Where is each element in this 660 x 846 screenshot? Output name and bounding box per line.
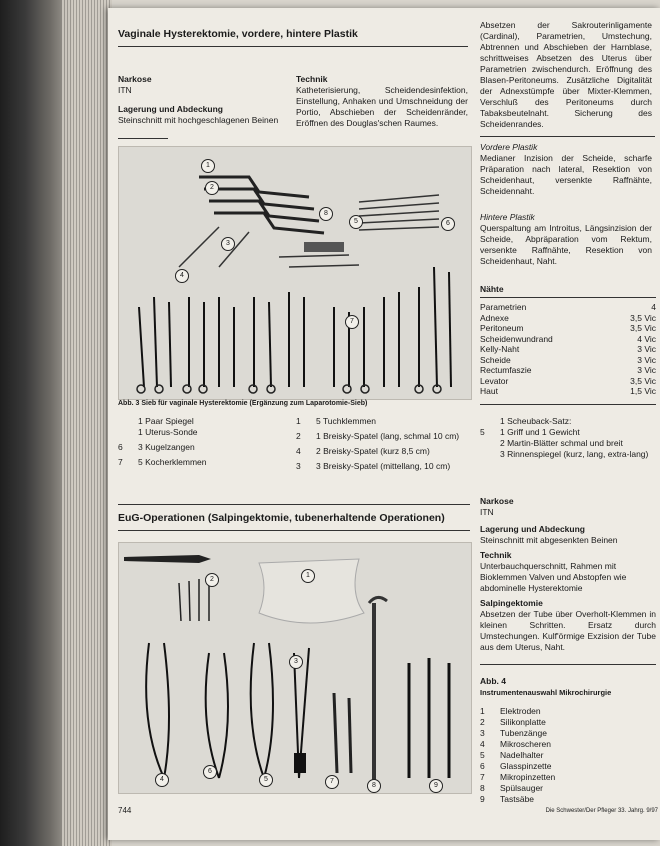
narkose-heading: Narkose <box>118 74 152 84</box>
divider <box>118 46 468 47</box>
figure-caption: Abb. 3 Sieb für vaginale Hysterektomie (Ergänzung zum Laparotomie-Sieb) <box>118 400 368 407</box>
instrument-illustration <box>119 147 471 399</box>
list-item: 3 Tubenzänge <box>480 728 547 738</box>
list-item: 9 Tastsäbe <box>480 794 535 804</box>
photo-label: 1 <box>201 159 215 173</box>
box-list <box>480 706 648 805</box>
vordere-plastik-block <box>480 142 652 197</box>
table-row: Peritoneum 3,5 Vic <box>480 323 656 333</box>
lagerung-heading: Lagerung und Abdeckung <box>118 104 223 114</box>
short-rule <box>118 138 168 139</box>
photo-label: 2 <box>205 573 219 587</box>
lagerung-heading: Lagerung und Abdeckung <box>480 524 585 534</box>
technik-heading: Technik <box>296 74 328 84</box>
photo-label: 7 <box>345 315 359 329</box>
photo-label: 4 <box>175 269 189 283</box>
technik-heading: Technik <box>480 550 512 560</box>
photo-label: 5 <box>349 215 363 229</box>
divider <box>118 530 470 531</box>
list-item: 7 5 Kocherklemmen <box>118 457 207 467</box>
page-number: 744 <box>118 806 132 815</box>
photo-label: 8 <box>319 207 333 221</box>
narkose-text: ITN <box>480 507 494 517</box>
right-column-text: Absetzen der Sakrouterinligamente (Cardinal), Parametrien, Umstechung, Abtrennen und Abschieben der Harnblase, schrittweises Absetzen des Uterus über Parametrien zwischendurch. Eröffnung des Blasen-Peritoneums. Zusätzliche Digitalität der Adnexstümpfe über Mixter-Klemmen, Verschluß des Peritoneums durch Tabaksbeutelnaht. Sicherung des Scheidenrandes. <box>480 20 652 129</box>
box-title: Abb. 4 <box>480 676 506 686</box>
page-edges <box>62 0 112 846</box>
box-subtitle: Instrumentenauswahl Mikrochirurgie <box>480 688 612 697</box>
photo-label: 1 <box>301 569 315 583</box>
list-item: 3 3 Breisky-Spatel (mittellang, 10 cm) <box>296 461 451 471</box>
technik-block <box>296 74 468 129</box>
photo-label: 8 <box>367 779 381 793</box>
list-item: 6 Glasspinzette <box>480 761 552 771</box>
table-row: Kelly-Naht 3 Vic <box>480 344 656 354</box>
list-item: 1 5 Tuchklemmen <box>296 416 376 426</box>
list-item: 1 Uterus-Sonde <box>138 427 198 437</box>
photo-label: 7 <box>325 775 339 789</box>
table-row: Parametrien 4 <box>480 302 656 312</box>
photo-label: 6 <box>203 765 217 779</box>
instrument-list-middle <box>296 416 471 472</box>
table-row: Rectumfaszie 3 Vic <box>480 365 656 375</box>
photo-label: 3 <box>221 237 235 251</box>
salpingektomie-heading: Salpingektomie <box>480 598 543 608</box>
hintere-text: Querspaltung am Introitus, Längsinzision der Scheide, Abpräparation vom Rektum, versenkte Raffnähte, Resektion von Scheidenhaut, Naht. <box>480 223 652 266</box>
narkose-heading: Narkose <box>480 496 514 506</box>
hintere-plastik-block <box>480 212 652 267</box>
list-item: 6 3 Kugelzangen <box>118 442 195 452</box>
technik-text: Unterbauchquerschnitt, Rahmen mit Bioklemmen Valven und Abstopfen wie abdominelle Hysterektomie <box>480 561 627 593</box>
instrument-list-right <box>480 416 656 460</box>
list-item: 5 Nadelhalter <box>480 750 544 760</box>
photo-label: 4 <box>155 773 169 787</box>
list-item: 3 Rinnenspiegel (kurz, lang, extra-lang) <box>500 449 649 459</box>
list-item: 2 Silikonplatte <box>480 717 546 727</box>
table-row: Haut 1,5 Vic <box>480 386 656 396</box>
list-item: 4 Mikroscheren <box>480 739 552 749</box>
microsurgery-box <box>480 676 648 805</box>
narkose-block <box>118 74 288 126</box>
footer-journal: Die Schwester/Der Pfleger 33. Jahrg. 9/97 <box>545 808 658 814</box>
salpingektomie-text: Absetzen der Tube über Overholt-Klemmen in kleinen Schritten. Ersatz durch Umstechungen. Kulf'örmige Exzision der Tube aus dem Uterus, Naht. <box>480 609 656 652</box>
list-item: 1 Scheuback-Satz: <box>500 416 572 426</box>
divider <box>480 664 656 665</box>
list-item: 2 1 Breisky-Spatel (lang, schmal 10 cm) <box>296 431 460 441</box>
table-row: Levator 3,5 Vic <box>480 375 656 386</box>
list-item: 8 Spülsauger <box>480 783 544 793</box>
list-item: 4 2 Breisky-Spatel (kurz 8,5 cm) <box>296 446 430 456</box>
list-item: 1 Elektroden <box>480 706 541 716</box>
photo-label: 6 <box>441 217 455 231</box>
photo-label: 5 <box>259 773 273 787</box>
list-item: 7 Mikropinzetten <box>480 772 556 782</box>
vordere-heading: Vordere Plastik <box>480 142 538 152</box>
list-item: 2 Martin-Blätter schmal und breit <box>500 438 623 448</box>
table-row: Scheide 3 Vic <box>480 354 656 365</box>
lagerung-text: Steinschnitt mit abgesenkten Beinen <box>480 535 618 545</box>
section-title-eug: EuG-Operationen (Salpingektomie, tubenerhaltende Operationen) <box>118 512 445 524</box>
divider <box>118 504 470 505</box>
photo-label: 3 <box>289 655 303 669</box>
instrument-photo-microsurgery <box>118 542 472 794</box>
book-page <box>108 8 660 840</box>
photo-label: 2 <box>205 181 219 195</box>
lagerung-text: Steinschnitt mit hochgeschlagenen Beinen <box>118 115 279 125</box>
divider <box>480 136 655 137</box>
divider <box>480 404 656 405</box>
vordere-text: Medianer Inzision der Scheide, scharfe Präparation nach lateral, Resektion von Scheidenhaut, versenkte Raffnähte, Scheidennaht. <box>480 153 652 196</box>
naehte-heading: Nähte <box>480 284 504 294</box>
hintere-heading: Hintere Plastik <box>480 212 535 222</box>
photo-label: 9 <box>429 779 443 793</box>
table-row: Scheidenwundrand 4 Vic <box>480 333 656 344</box>
technik-text: Katheterisierung, Scheidendesinfektion, Einstellung, Anhaken und Umschneidung der Portio, Abschieben der Scheidenränder, Eröffnen des Douglas'schen Raumes. <box>296 85 468 128</box>
list-item: 5 1 Griff und 1 Gewicht <box>480 427 580 437</box>
instrument-list-left <box>118 416 288 468</box>
table-row: Adnexe 3,5 Vic <box>480 312 656 323</box>
list-item: 1 Paar Spiegel <box>138 416 194 426</box>
naehte-block <box>480 284 656 397</box>
eug-details <box>480 496 656 653</box>
narkose-text: ITN <box>118 85 132 95</box>
section-title-vaginal: Vaginale Hysterektomie, vordere, hintere Plastik <box>118 28 358 40</box>
instrument-photo-vaginal <box>118 146 472 400</box>
naehte-table <box>480 302 656 397</box>
